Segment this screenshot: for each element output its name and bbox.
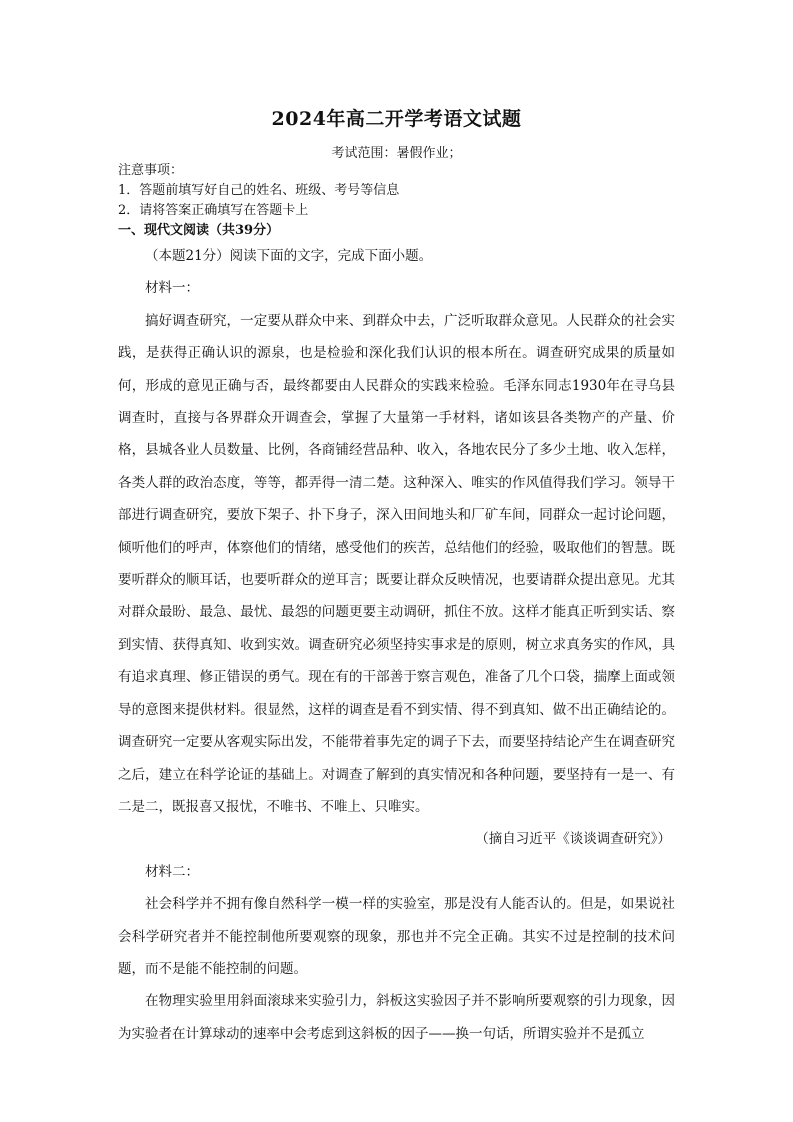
material-2-label: 材料二： bbox=[145, 863, 199, 880]
material-1-label: 材料一： bbox=[145, 280, 199, 297]
page-title: 2024年高二开学考语文试题 bbox=[271, 108, 522, 130]
note-item-1: 1．答题前填写好自己的姓名、班级、考号等信息 bbox=[118, 183, 400, 198]
reading-passage bbox=[118, 240, 675, 1050]
note-item-2: 2．请将答案正确填写在答题卡上 bbox=[118, 203, 309, 218]
material-2-paragraph-1: 社会科学并不拥有像自然科学一模一样的实验室，那是没有人能否认的。但是，如果说社会科学研究者并不能控制他所要观察的现象，那也并不完全正确。其实不过是控制的技术问题，而不是能不能控制的问题。 bbox=[118, 896, 675, 977]
material-1-paragraph: 搞好调查研究，一定要从群众中来、到群众中去，广泛听取群众意见。人民群众的社会实践，是获得正确认识的源泉，也是检验和深化我们认识的根本所在。调查研究成果的质量如何，形成的意见正确与否，最终都要由人民群众的实践来检验。毛泽东同志1930年在寻乌县调查时，直接与各界群众开调查会，掌握了大量第一手材料，诸如该县各类物产的产量、价格，县城各业人员数量、比例，各商铺经营品种、收入，各地农民分了多少土地、收入怎样，各类人群的政治态度，等等，都弄得一清二楚。这种深入、唯实的作风值得我们学习。领导干部进行调查研究，要放下架子、扑下身子，深入田间地头和厂矿车间，同群众一起讨论问题，倾听他们的呼声，体察他们的情绪，感受他们的疾苦，总结他们的经验，吸取他们的智慧。既要听群众的顺耳话，也要听群众的逆耳言；既要让群众反映情况，也要请群众提出意见。尤其对群众最盼、最急、最忧、最怨的问题更要主动调研，抓住不放。这样才能真正听到实话、察到实情、获得真知、收到实效。调查研究必须坚持实事求是的原则，树立求真务实的作风，具有追求真理、修正错误的勇气。现在有的干部善于察言观色，准备了几个口袋，揣摩上面或领导的意图来提供材料。很显然，这样的调查是看不到实情、得不到真知、做不出正确结论的。调查研究一定要从客观实际出发，不能带着事先定的调子下去，而要坚持结论产生在调查研究之后，建立在科学论证的基础上。对调查了解到的真实情况和各种问题，要坚持有一是一、有二是二，既报喜又报忧，不唯书、不唯上、只唯实。 bbox=[118, 312, 675, 815]
notes-heading: 注意事项： bbox=[118, 163, 184, 178]
material-1-source: （摘自习近平《谈谈调查研究》） bbox=[475, 831, 671, 848]
exam-scope: 考试范围：暑假作业； bbox=[331, 146, 462, 161]
material-2-paragraph-2: 在物理实验里用斜面滚球来实验引力，斜板这实验因子并不影响所要观察的引力现象，因为实验者在计算球动的速率中会考虑到这斜板的因子——换一句话，所谓实验并不是孤立 bbox=[118, 993, 675, 1042]
section-heading: 一、现代文阅读（共39分） bbox=[118, 223, 280, 238]
question-instruction: （本题21分）阅读下面的文字，完成下面小题。 bbox=[145, 248, 433, 264]
